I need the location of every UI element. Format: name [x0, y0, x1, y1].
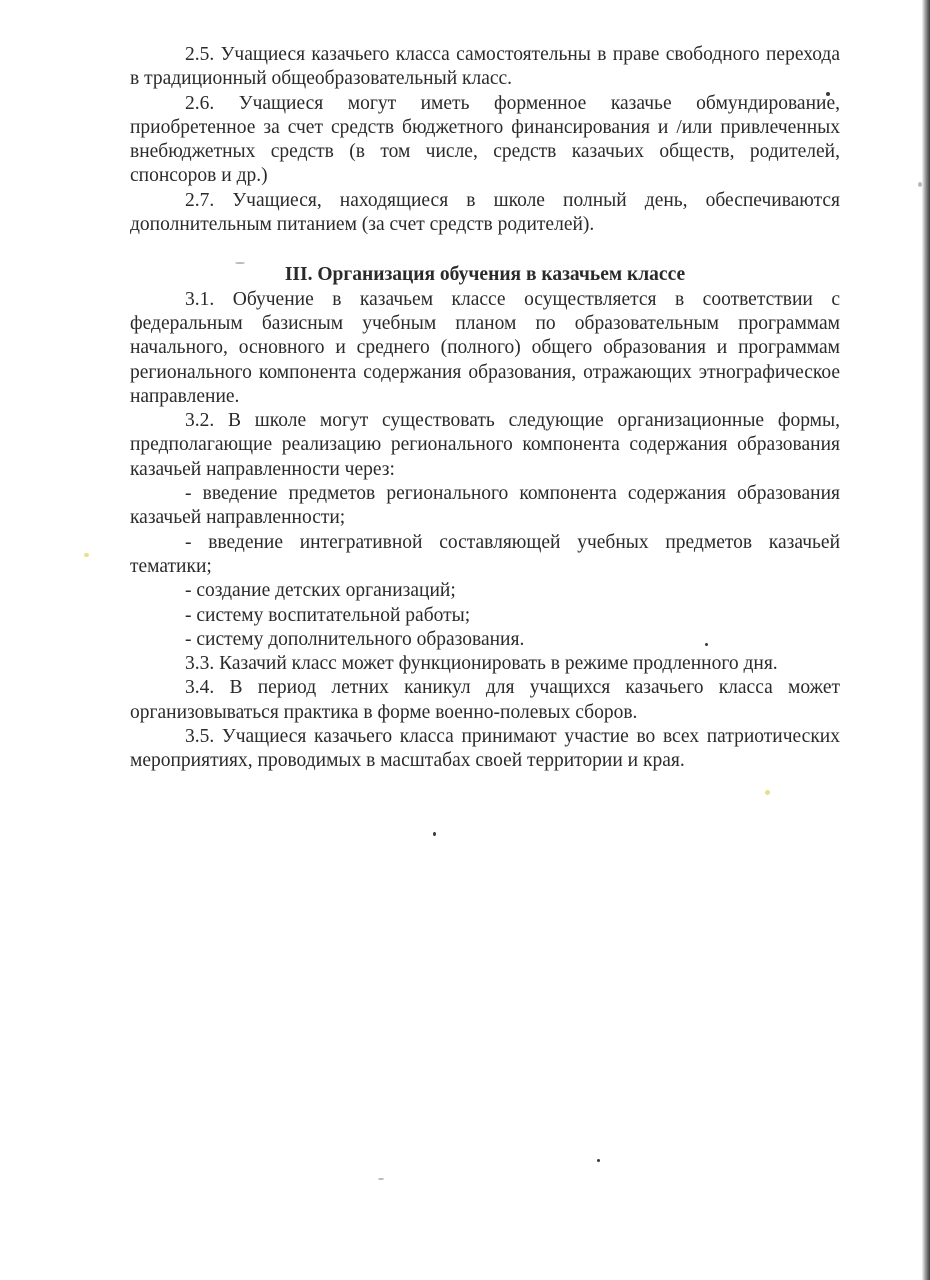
list-item: - создание детских организаций;	[185, 580, 456, 602]
scan-speck	[378, 1178, 384, 1180]
list-item: - введение предметов регионального компонента содержания образования казачьей направленности;	[130, 483, 840, 529]
paragraph-2-7: 2.7. Учащиеся, находящиеся в школе полный день, обеспечиваются дополнительным питанием (за счет средств родителей).	[130, 189, 840, 236]
list-item: - систему воспитательной работы;	[185, 604, 471, 626]
scan-speck	[918, 182, 922, 187]
paragraph-3-3: 3.3. Казачий класс может функционировать в режиме продленного дня.	[185, 653, 778, 675]
paragraph-2-5: 2.5. Учащиеся казачьего класса самостоятельны в праве свободного перехода в традиционный общеобразовательный класс.	[130, 44, 840, 90]
paragraph-3-2: 3.2. В школе могут существовать следующие организационные формы, предполагающие реализацию регионального компонента содержания образования казачьей направленности через:	[130, 410, 840, 480]
scan-speck	[765, 790, 770, 795]
paragraph-2-6: 2.6. Учащиеся могут иметь форменное казачье обмундирование, приобретенное за счет средств бюджетного финансирования и /или привлеченных внебюджетных средств (в том числе, средств казачьих обществ, родителей, спонсоров и др.)	[130, 92, 840, 187]
scan-speck	[597, 1159, 600, 1162]
list-item: - введение интегративной составляющей учебных предметов казачьей тематики;	[130, 531, 840, 577]
section-heading: III. Организация обучения в казачьем классе	[284, 264, 686, 286]
paragraph-3-1: 3.1. Обучение в казачьем классе осуществляется в соответствии с федеральным базисным учебным планом по образовательным программам начального, основного и среднего (полного) общего образования и программам регионального компонента содержания образования, отражающих этнографическое направление.	[130, 288, 840, 407]
scan-speck	[433, 832, 436, 836]
scan-speck	[84, 553, 89, 557]
list-item: - систему дополнительного образования.	[185, 628, 525, 650]
scan-edge-shadow	[922, 0, 930, 1280]
document-page	[130, 43, 840, 774]
paragraph-3-5: 3.5. Учащиеся казачьего класса принимают участие во всех патриотических мероприятиях, проводимых в масштабах своей территории и края.	[130, 726, 840, 772]
paragraph-3-4: 3.4. В период летних каникул для учащихся казачьего класса может организовываться практика в форме военно-полевых сборов.	[130, 677, 840, 723]
